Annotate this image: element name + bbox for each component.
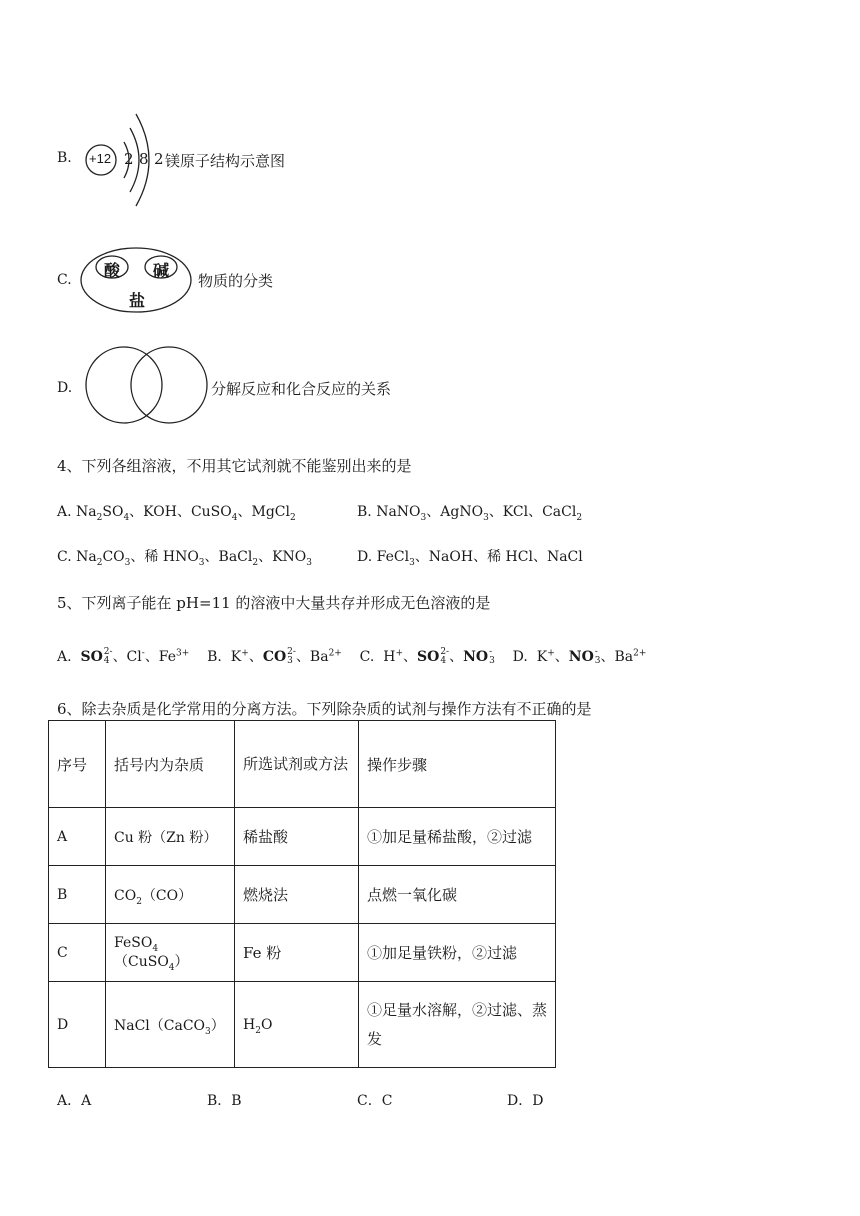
table-header-row (49, 721, 556, 808)
q5-option-d: D. K+、NO - 3 、$Ba^{2+}$ (512, 647, 647, 666)
table-cell: $H_2O$ (235, 982, 359, 1068)
table-cell: 燃烧法 (235, 866, 359, 924)
table-cell: C (49, 924, 106, 982)
shell-2-count: 8 (139, 150, 149, 168)
venn-diagram (84, 345, 210, 425)
option-c-letter: C. (57, 272, 72, 288)
option-c-caption: 物质的分类 (198, 272, 274, 290)
table-row (49, 866, 556, 924)
table-cell: ①加足量稀盐酸，②过滤 (359, 808, 556, 866)
table-cell: B (49, 866, 106, 924)
option-d-letter: D. (57, 380, 73, 396)
acid-label: 酸 (104, 261, 121, 280)
q6-stem: 6、除去杂质是化学常用的分离方法。下列除杂质的试剂与操作方法有不正确的是 (57, 700, 592, 718)
q5-option-b: B. K+、CO 2- 3 、$Ba^{2+}$ (207, 647, 342, 666)
table-cell: D (49, 982, 106, 1068)
shell-1-count: 2 (124, 150, 134, 168)
salt-label: 盐 (129, 291, 146, 310)
q6-answer-a: A．A (57, 1093, 92, 1109)
table-cell: 点燃一氧化碳 (359, 866, 556, 924)
header-cell: 操作步骤 (359, 721, 556, 808)
table-cell: A (49, 808, 106, 866)
table-row (49, 982, 556, 1068)
q4-stem: 4、下列各组溶液，不用其它试剂就不能鉴别出来的是 (57, 457, 412, 475)
q5-option-c: C. H+、SO 2- 4 、NO - 3 (359, 647, 495, 666)
table-cell: NaCl（CaCO$_3$） (106, 982, 235, 1068)
shell-3-count: 2 (154, 150, 164, 168)
q6-answer-c: C．C (357, 1093, 393, 1109)
q6-answer-b: B．B (207, 1093, 242, 1109)
header-cell: 序号 (49, 721, 106, 808)
q4-option-d: D. FeCl$_3$、NaOH、稀 HCl、NaCl (357, 549, 583, 568)
q4-option-b: B. NaNO$_3$、AgNO$_3$、KCl、CaCl$_2$ (357, 504, 583, 523)
q5-option-a: A. SO 2- 4 、Cl-、$Fe^{3+}$ (57, 647, 190, 666)
decomposition-circle (86, 347, 162, 423)
base-label: 碱 (153, 261, 170, 280)
option-b-caption: 镁原子结构示意图 (165, 152, 286, 170)
table-row (49, 924, 556, 982)
q4-option-a: A. $Na_2SO_4$、KOH、CuSO$_4$、MgCl$_2$ (57, 504, 296, 523)
table-cell: FeSO$_4$（CuSO$_4$） (106, 924, 235, 982)
option-d-caption: 分解反应和化合反应的关系 (211, 380, 392, 398)
table-cell: $CO_2(CO)$ (106, 866, 235, 924)
q6-answer-d: D．D (507, 1093, 544, 1109)
impurity-removal-table (48, 720, 556, 1068)
option-b-letter: B. (57, 150, 72, 166)
table-cell: ①足量水溶解，②过滤、蒸发 (359, 982, 556, 1068)
table-cell: Cu 粉（Zn 粉） (106, 808, 235, 866)
q5-options (57, 646, 646, 666)
header-cell: 所选试剂或方法 (235, 721, 359, 808)
table-cell: 稀盐酸 (235, 808, 359, 866)
q4-option-c: C. $Na_2CO_3$、稀 $HNO_3$、BaCl$_2$、$KNO_3$ (57, 549, 313, 568)
table-cell: ①加足量铁粉，②过滤 (359, 924, 556, 982)
combination-circle (131, 347, 207, 423)
nucleus-charge: +12 (89, 151, 112, 166)
q5-stem: 5、下列离子能在 pH=11 的溶液中大量共存并形成无色溶液的是 (57, 594, 491, 612)
header-cell: 括号内为杂质 (106, 721, 235, 808)
table-cell: Fe 粉 (235, 924, 359, 982)
table-row (49, 808, 556, 866)
